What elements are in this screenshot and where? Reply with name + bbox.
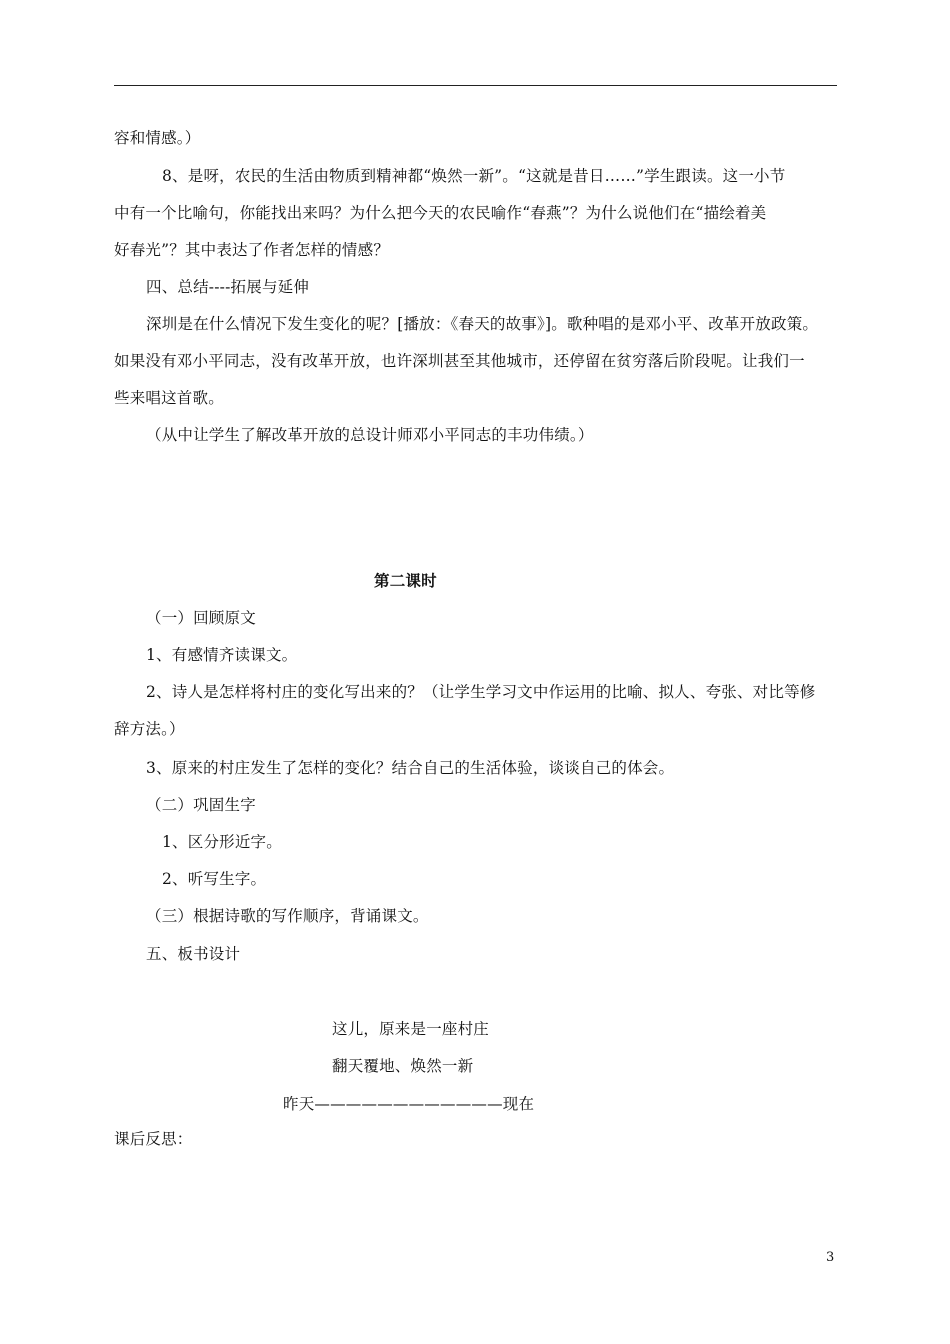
subsection-2-item-1: 1、区分形近字。 <box>162 833 282 851</box>
subsection-2-item-2: 2、听写生字。 <box>162 870 267 888</box>
section-5-heading: 五、板书设计 <box>146 945 241 963</box>
subsection-1-item-2-line-2: 辞方法。） <box>114 720 185 738</box>
subsection-1-item-1: 1、有感情齐读课文。 <box>146 646 298 664</box>
subsection-3-heading: （三）根据诗歌的写作顺序，背诵课文。 <box>146 907 429 925</box>
header-rule <box>114 85 837 86</box>
paragraph-continuation: 容和情感。） <box>114 129 201 147</box>
paragraph-8-line-3: 好春光”？其中表达了作者怎样的情感？ <box>114 241 390 259</box>
subsection-1-heading: （一）回顾原文 <box>146 609 256 627</box>
subsection-2-heading: （二）巩固生字 <box>146 796 256 814</box>
subsection-1-item-3: 3、原来的村庄发生了怎样的变化？结合自己的生活体验，谈谈自己的体会。 <box>146 759 675 777</box>
shenzhen-paragraph-line-3: 些来唱这首歌。 <box>114 389 224 407</box>
paragraph-8-line-1: 8、是呀，农民的生活由物质到精神都“焕然一新”。“这就是昔日……”学生跟读。这一小节 <box>162 167 786 185</box>
board-line-2: 翻天覆地、焕然一新 <box>332 1057 474 1075</box>
paragraph-8-line-2: 中有一个比喻句，你能找出来吗？为什么把今天的农民喻作“春燕”？为什么说他们在“描绘着美 <box>114 204 767 222</box>
board-line-3: 昨天————————————现在 <box>283 1095 535 1113</box>
section-4-heading: 四、总结----拓展与延伸 <box>146 278 310 296</box>
shenzhen-paragraph-line-2: 如果没有邓小平同志，没有改革开放，也许深圳甚至其他城市，还停留在贫穷落后阶段呢。让我们一 <box>114 352 805 370</box>
subsection-1-item-2-line-1: 2、诗人是怎样将村庄的变化写出来的？（让学生学习文中作运用的比喻、拟人、夸张、对比等修 <box>146 683 816 701</box>
board-line-1: 这儿，原来是一座村庄 <box>332 1020 490 1038</box>
lesson-2-title: 第二课时 <box>374 571 437 590</box>
page-number: 3 <box>826 1250 835 1265</box>
shenzhen-paragraph-line-1: 深圳是在什么情况下发生变化的呢？[播放：《春天的故事》]。歌种唱的是邓小平、改革开放政策。 <box>146 315 819 333</box>
note-paragraph: （从中让学生了解改革开放的总设计师邓小平同志的丰功伟绩。） <box>146 426 594 444</box>
reflection-label: 课后反思： <box>114 1130 193 1148</box>
